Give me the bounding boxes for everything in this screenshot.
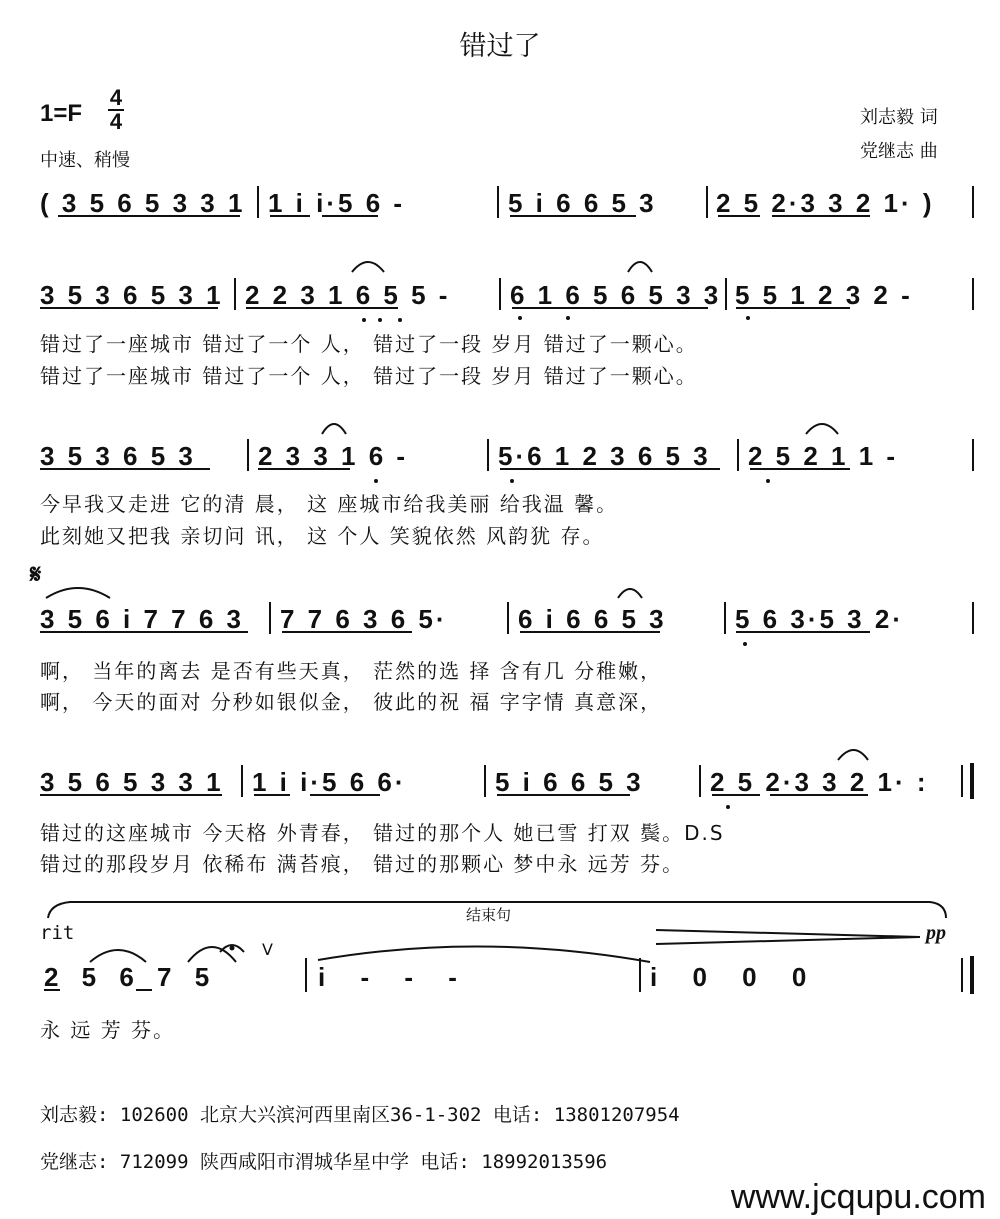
measure-notes: 2 5 2 1 1 - — [748, 441, 899, 471]
lyric-line: 永 远 芳 芬。 — [40, 1018, 176, 1042]
composer-contact: 党继志: 712099 陕西咸阳市渭城华星中学 电话: 18992013596 — [40, 1151, 608, 1173]
measure-notes: 6 1 6 5 6 5 3 3 — [510, 280, 722, 310]
measure-notes: 2 3 3 1 6 - — [258, 441, 409, 471]
lyric-line: 此刻她又把我 亲切问 讯， 这 个人 笑貌依然 风韵犹 存。 — [40, 524, 605, 548]
key-signature: 1=F — [40, 100, 83, 127]
time-signature-top: 4 — [109, 85, 123, 110]
lyric-line: 错过了一座城市 错过了一个 人， 错过了一段 岁月 错过了一颗心。 — [40, 332, 698, 356]
lyric-line: 啊， 当年的离去 是否有些天真， 茫然的选 择 含有几 分稚嫩， — [40, 659, 663, 683]
segno-sign: 𝄋 — [30, 560, 42, 590]
time-signature-bottom: 4 — [109, 109, 123, 134]
lyricist-credit: 刘志毅 词 — [860, 107, 938, 128]
measure-notes: 5·6 1 2 3 6 5 3 — [498, 441, 711, 471]
measure-notes: 5 5 1 2 3 2 - — [735, 280, 913, 310]
lyricist-contact: 刘志毅: 102600 北京大兴滨河西里南区36-1-302 电话: 13801207954 — [40, 1104, 680, 1126]
measure-notes: 3 5 6 i 7 7 6 3 — [40, 604, 245, 634]
pianissimo-marking: pp — [926, 922, 946, 944]
measure-notes: 3 5 3 6 5 3 — [40, 441, 196, 471]
measure-notes: 2 5 2·3 3 2 1· : — [710, 767, 929, 797]
measure-notes: ( 3 5 6 5 3 3 1 — [40, 188, 246, 218]
composer-credit: 党继志 曲 — [860, 141, 938, 162]
measure-notes: 2 5 6 7 5 — [44, 962, 218, 992]
song-title: 错过了 — [459, 31, 541, 62]
measure-notes: 1 i i·5 6 6· — [252, 767, 407, 797]
measure-notes: 6 i 6 6 5 3 — [518, 604, 667, 634]
lyric-line: 错过的这座城市 今天格 外青春， 错过的那个人 她已雪 打双 鬓。D.S — [40, 821, 725, 845]
measure-notes: 2 2 3 1 6 5 5 - — [245, 280, 451, 310]
measure-notes: 7 7 6 3 6 5· — [280, 604, 448, 634]
measure-notes: 1 i i·5 6 - — [268, 188, 406, 218]
rit-marking: rit — [40, 922, 75, 944]
breath-mark: V — [262, 940, 273, 959]
website-watermark: www.jcqupu.com — [730, 1178, 986, 1216]
measure-notes: 5 6 3·5 3 2· — [735, 604, 904, 634]
lyric-line: 啊， 今天的面对 分秒如银似金， 彼此的祝 福 字字情 真意深， — [40, 690, 663, 714]
measure-notes: 2 5 2·3 3 2 1· ) — [716, 188, 935, 218]
measure-notes: 3 5 6 5 3 3 1 — [40, 767, 224, 797]
measure-notes: i 0 0 0 — [650, 962, 821, 992]
ending-label: 结束句 — [466, 906, 512, 924]
measure-notes: i - - - — [318, 962, 471, 992]
lyric-line: 今早我又走进 它的清 晨， 这 座城市给我美丽 给我温 馨。 — [40, 492, 619, 516]
tempo-marking: 中速、稍慢 — [40, 150, 130, 171]
lyric-line: 错过的那段岁月 依稀布 满苔痕， 错过的那颗心 梦中永 远芳 芬。 — [40, 852, 685, 876]
measure-notes: 3 5 3 6 5 3 1 — [40, 280, 224, 310]
measure-notes: 5 i 6 6 5 3 — [495, 767, 644, 797]
lyric-line: 错过了一座城市 错过了一个 人， 错过了一段 岁月 错过了一颗心。 — [40, 364, 698, 388]
measure-notes: 5 i 6 6 5 3 — [508, 188, 657, 218]
